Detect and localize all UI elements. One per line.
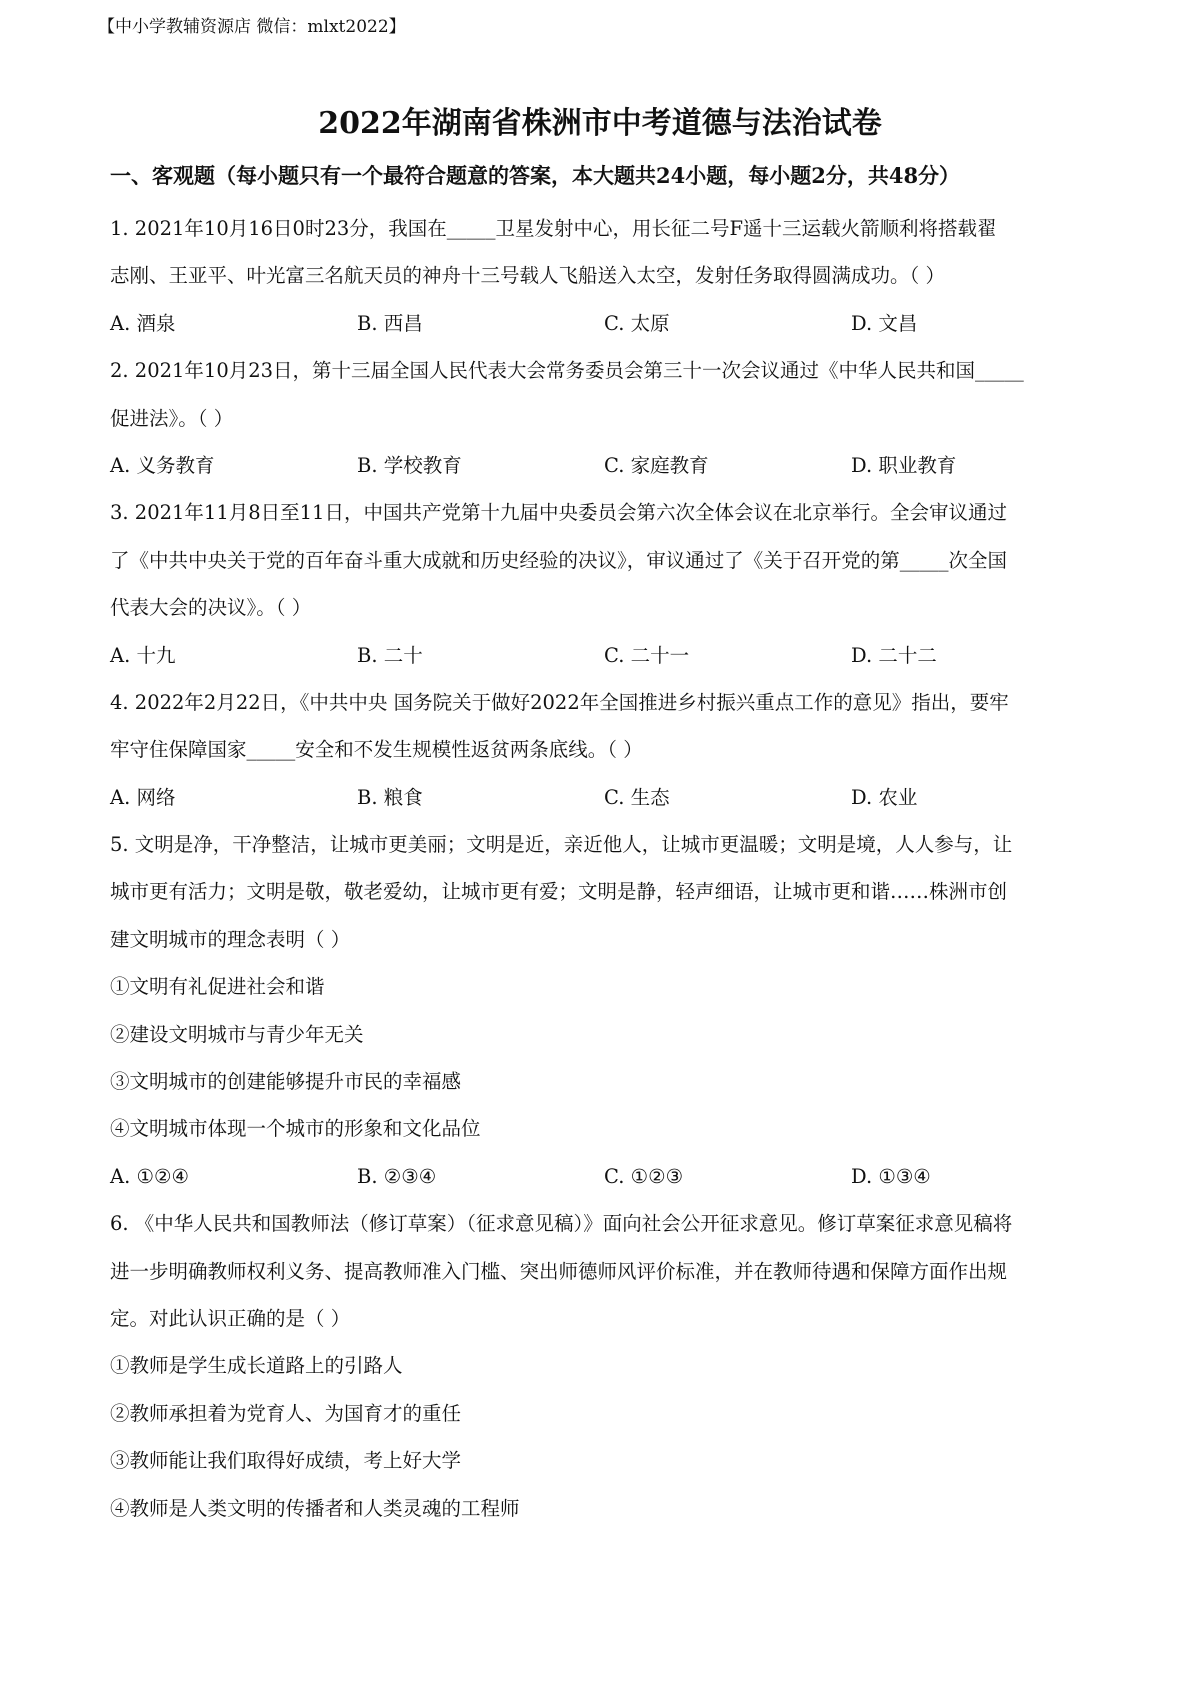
answer-option-a: A. ①②④ [110,1164,189,1188]
question-text-line: 促进法》。（ ） [110,406,234,430]
question-text-line: 志刚、王亚平、叶光富三名航天员的神舟十三号载人飞船送入太空，发射任务取得圆满成功。（ ） [110,264,945,288]
answer-option-c: C. 二十一 [604,643,690,667]
question-text-line: ④文明城市体现一个城市的形象和文化品位 [110,1117,481,1141]
question-text-line: 5. 文明是净，干净整洁，让城市更美丽；文明是近，亲近他人，让城市更温暖；文明是境，人人参与，让 [110,833,1013,857]
question-text-line: ③文明城市的创建能够提升市民的幸福感 [110,1070,462,1094]
question-text-line: 代表大会的决议》。（ ） [110,596,312,620]
question-1 [110,205,1098,347]
answer-option-b: B. 西昌 [357,311,423,335]
answer-option-a: A. 酒泉 [110,311,176,335]
answer-option-d: D. 二十二 [851,643,937,667]
question-5 [110,821,1098,1200]
question-text-line: 定。对此认识正确的是（ ） [110,1306,351,1330]
question-text-line: 4. 2022年2月22日，《中共中央 国务院关于做好2022年全国推进乡村振兴重点工作的意见》指出，要牢 [110,690,1009,714]
answer-options [110,774,1098,821]
question-text-line: ②建设文明城市与青少年无关 [110,1022,364,1046]
answer-option-b: B. 粮食 [357,785,423,809]
answer-option-c: C. ①②③ [604,1164,684,1188]
question-text-line: 2. 2021年10月23日，第十三届全国人民代表大会常务委员会第三十一次会议通过《中华人民共和国_____ [110,359,1024,383]
question-list [110,205,1098,1532]
answer-option-d: D. 文昌 [851,311,918,335]
exam-title: 2022年湖南省株洲市中考道德与法治试卷 [318,106,882,141]
question-text-line: ②教师承担着为党育人、为国育才的重任 [110,1401,462,1425]
answer-option-c: C. 生态 [604,785,670,809]
question-text-line: 城市更有活力；文明是敬，敬老爱幼，让城市更有爱；文明是静，轻声细语，让城市更和谐……株洲市创 [110,880,1008,904]
answer-option-c: C. 家庭教育 [604,453,709,477]
page-header: 【中小学教辅资源店 微信：mlxt2022】 [98,17,406,37]
answer-option-d: D. ①③④ [851,1164,931,1188]
question-text-line: 3. 2021年11月8日至11日，中国共产党第十九届中央委员会第六次全体会议在北京举行。全会审议通过 [110,501,1007,525]
answer-options [110,300,1098,347]
answer-option-b: B. 学校教育 [357,453,462,477]
question-6 [110,1200,1098,1532]
question-text-line: ①教师是学生成长道路上的引路人 [110,1354,403,1378]
question-text-line: 1. 2021年10月16日0时23分，我国在_____卫星发射中心，用长征二号F遥十三运载火箭顺利将搭载翟 [110,217,997,240]
question-text-line: ④教师是人类文明的传播者和人类灵魂的工程师 [110,1496,520,1520]
question-text-line: 进一步明确教师权利义务、提高教师准入门槛、突出师德师风评价标准，并在教师待遇和保障方面作出规 [110,1259,1008,1283]
answer-option-c: C. 太原 [604,311,670,335]
answer-option-d: D. 职业教育 [851,453,957,477]
question-2 [110,347,1098,489]
question-4 [110,679,1098,821]
answer-option-a: A. 十九 [110,643,176,667]
question-text-line: 6. 《中华人民共和国教师法（修订草案）（征求意见稿）》面向社会公开征求意见。修订草案征求意见稿将 [110,1212,1013,1236]
section-heading: 一、客观题（每小题只有一个最符合题意的答案，本大题共24小题，每小题2分，共48分） [110,163,961,188]
question-text-line: ①文明有礼促进社会和谐 [110,975,325,999]
answer-options [110,1153,1098,1200]
question-text-line: 建文明城市的理念表明（ ） [110,927,351,951]
answer-option-d: D. 农业 [851,785,918,809]
answer-options [110,632,1098,679]
question-text-line: 了《中共中央关于党的百年奋斗重大成就和历史经验的决议》，审议通过了《关于召开党的第_____次全国 [110,548,1008,572]
answer-option-a: A. 网络 [110,785,176,809]
answer-options [110,442,1098,489]
answer-option-a: A. 义务教育 [110,453,215,477]
question-text-line: 牢守住保障国家_____安全和不发生规模性返贫两条底线。（ ） [110,738,643,762]
answer-option-b: B. ②③④ [357,1164,437,1188]
question-3 [110,489,1098,679]
answer-option-b: B. 二十 [357,643,423,667]
question-text-line: ③教师能让我们取得好成绩，考上好大学 [110,1449,462,1473]
